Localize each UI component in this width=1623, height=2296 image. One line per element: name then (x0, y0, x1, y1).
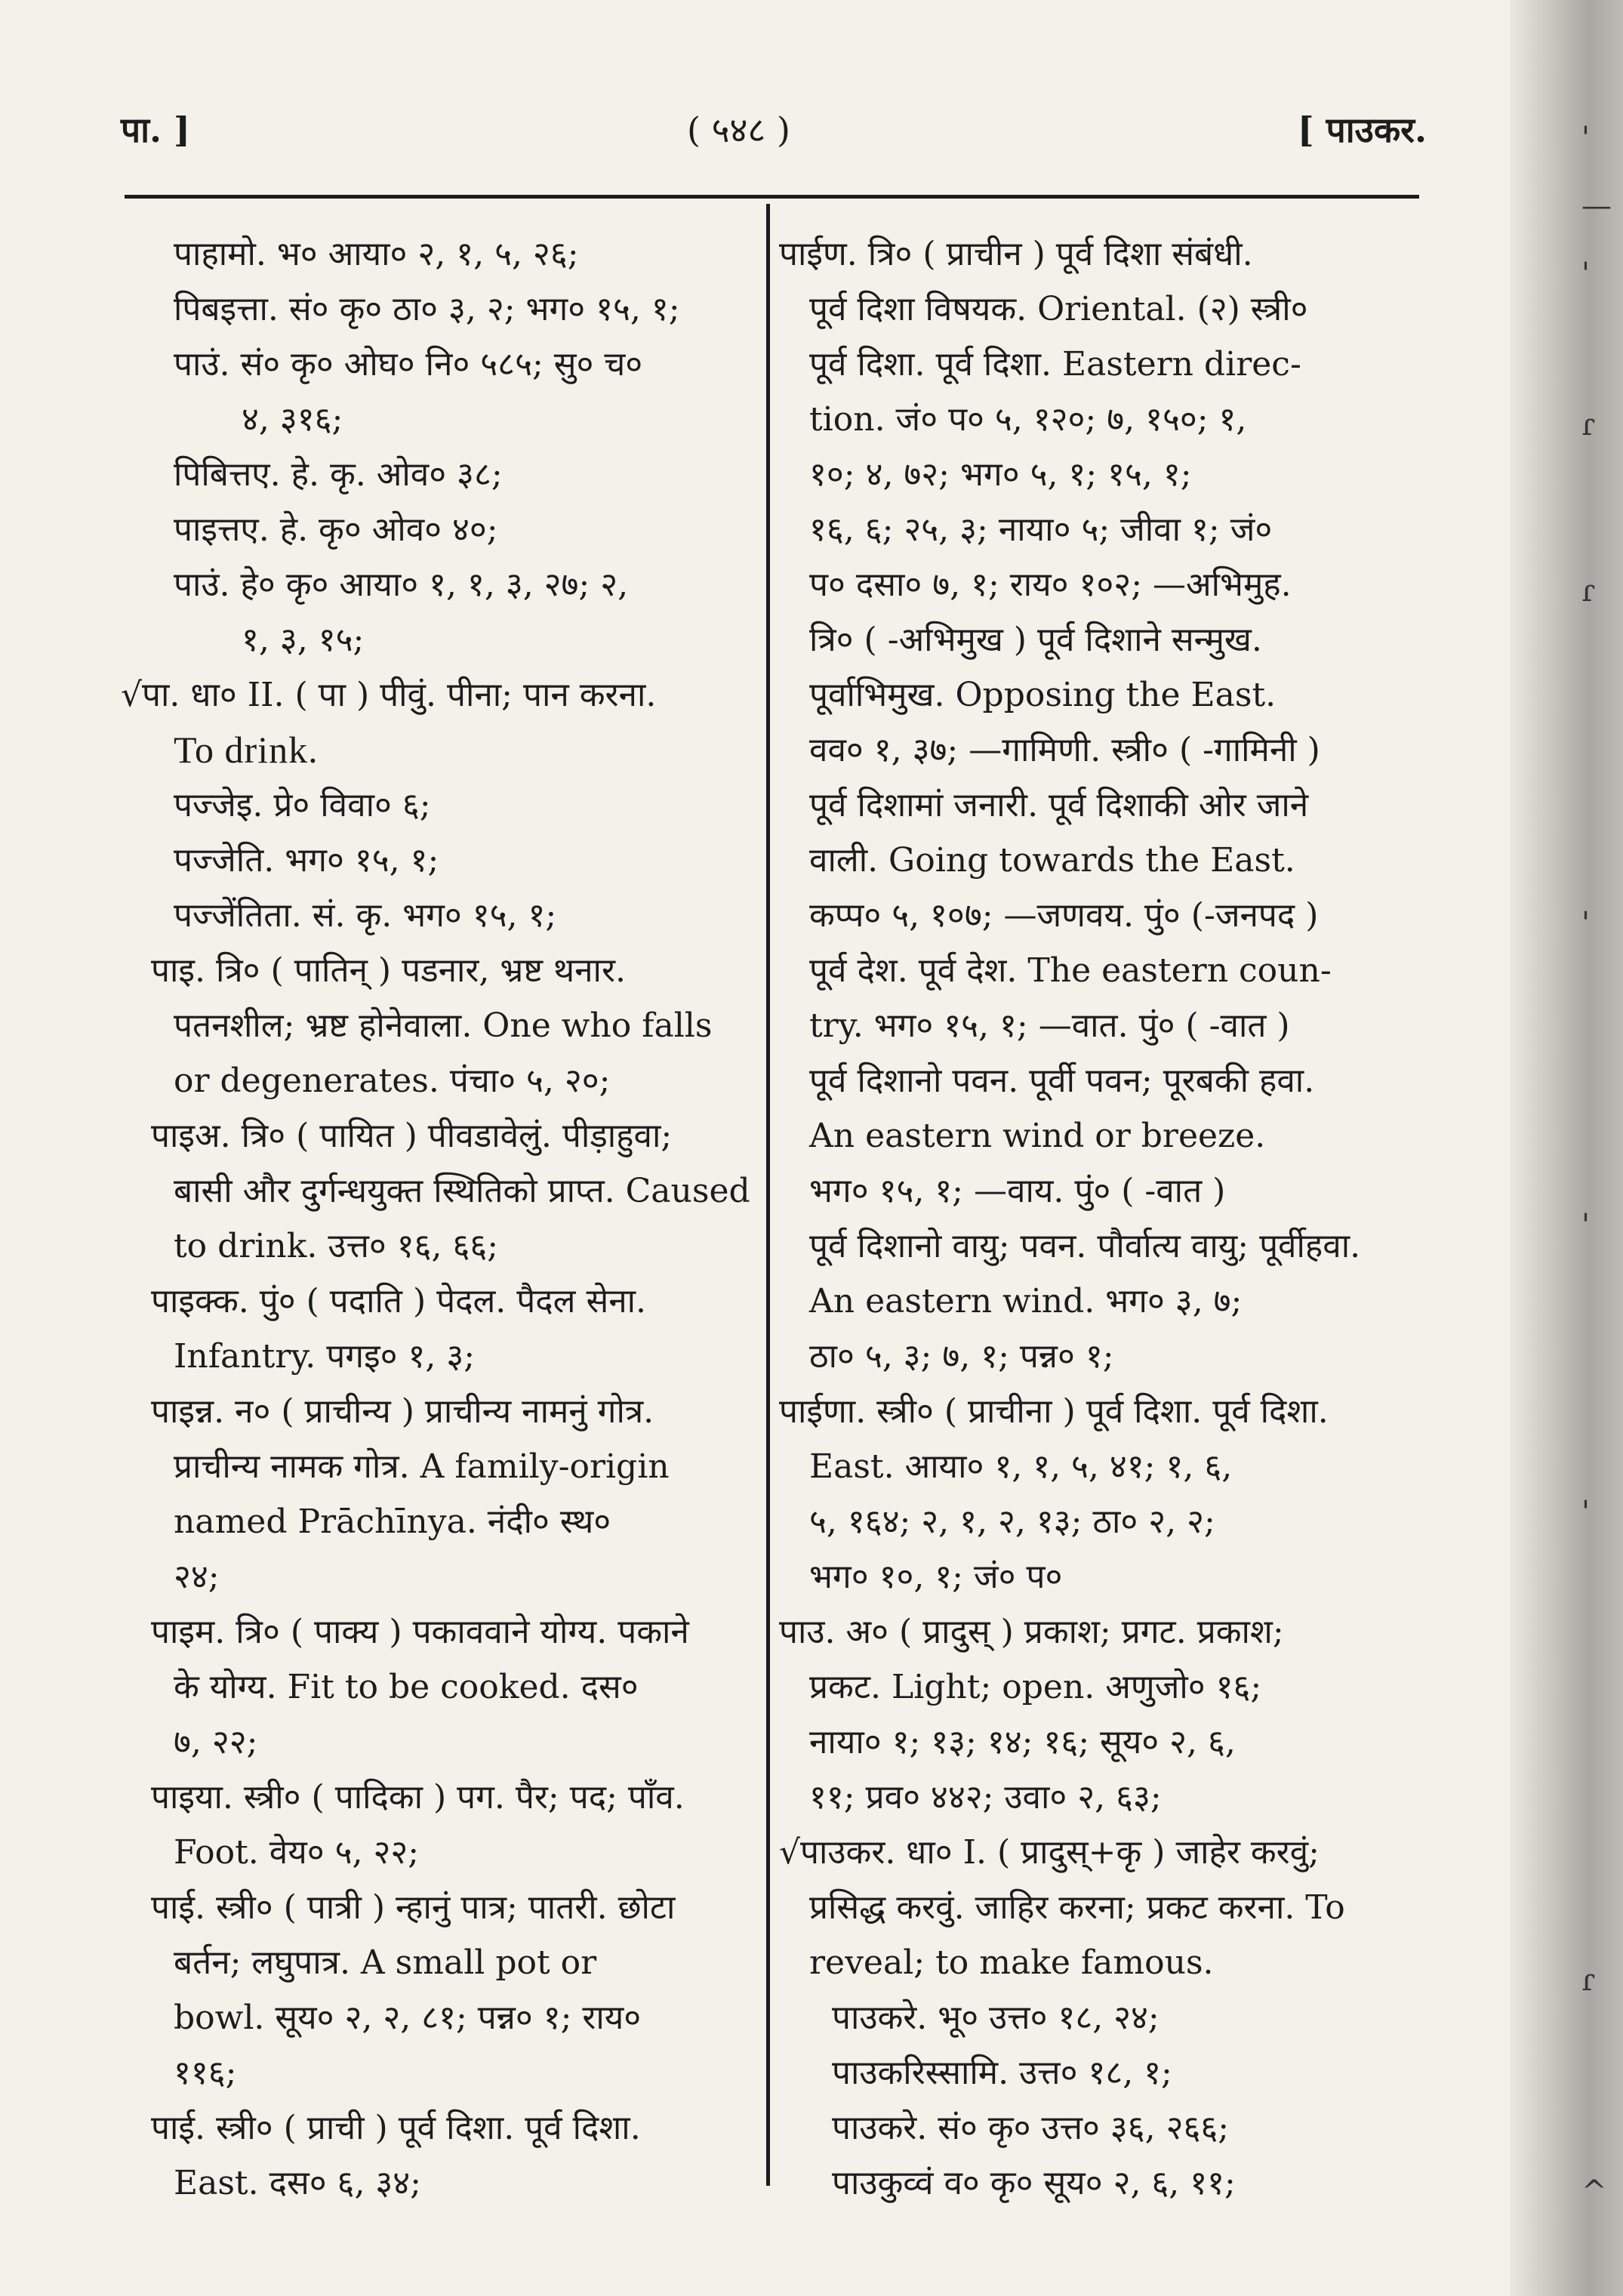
margin-mark: ' (1581, 906, 1590, 941)
entry-line: १, ३, १५; (242, 621, 365, 659)
margin-mark: ɾ (1581, 1963, 1596, 1998)
entry-line: पूर्व देश. पूर्व देश. The eastern coun- (809, 951, 1332, 990)
margin-mark: — (1581, 189, 1612, 223)
entry-line: प्रसिद्ध करवुं. जाहिर करना; प्रकट करना. To (809, 1888, 1345, 1927)
entry-line: पूर्वाभिमुख. Opposing the East. (809, 676, 1277, 714)
entry-line: पाई. स्त्री० ( प्राची ) पूर्व दिशा. पूर्व दिशा. (151, 2109, 641, 2147)
entry-line: An eastern wind. भग० ३, ७; (809, 1282, 1243, 1321)
entry-line: पाइम. त्रि० ( पाक्य ) पकाववाने योग्य. पकाने (151, 1613, 689, 1651)
entry-line: पूर्व दिशामां जनारी. पूर्व दिशाकी ओर जाने (809, 786, 1309, 824)
entry-line: भग० १०, १; जं० प० (809, 1558, 1063, 1596)
entry-line: ४, ३१६; (242, 400, 343, 439)
header-right: [ पाउकर. (1297, 109, 1427, 150)
page-number: ( ५४८ ) (687, 109, 790, 150)
entry-line: √पाउकर. धा० I. ( प्रादुस्+कृ ) जाहेर करवुं; (779, 1833, 1320, 1872)
entry-line: नाया० १; १३; १४; १६; सूय० २, ६, (809, 1723, 1236, 1761)
entry-line: प० दसा० ७, १; राय० १०२; —अभिमुह. (809, 566, 1292, 604)
left-column (121, 227, 751, 2211)
entry-line: पाइन्न. न० ( प्राचीन्य ) प्राचीन्य नामनुं गोत्र. (151, 1392, 654, 1431)
entry-line: or degenerates. पंचा० ५, २०; (174, 1062, 611, 1100)
margin-mark: ɾ (1581, 574, 1596, 609)
entry-line: त्रि० ( -अभिमुख ) पूर्व दिशाने सन्मुख. (809, 621, 1262, 659)
page-header (121, 106, 1427, 174)
entry-line: पाउं. हे० कृ० आया० १, १, ३, २७; २, (174, 566, 629, 604)
entry-line: पूर्व दिशानो पवन. पूर्वी पवन; पूरबकी हवा. (809, 1062, 1315, 1100)
margin-mark: ' (1581, 1208, 1590, 1243)
entry-line: पूर्व दिशा विषयक. Oriental. (२) स्त्री० (809, 290, 1308, 328)
entry-line: reveal; to make famous. (809, 1943, 1214, 1982)
margin-mark: ' (1581, 121, 1590, 156)
entry-line: पज्जेति. भग० १५, १; (174, 841, 439, 880)
entry-line: Foot. वेय० ५, २२; (174, 1833, 420, 1872)
entry-line: पाउकरिस्सामि. उत्त० १८, १; (832, 2054, 1172, 2092)
entry-line: पाईणा. स्त्री० ( प्राचीना ) पूर्व दिशा. पूर्व दिशा. (779, 1392, 1329, 1431)
entry-line: भग० १५, १; —वाय. पुं० ( -वात ) (809, 1172, 1226, 1210)
entry-line: वव० १, ३७; —गामिणी. स्त्री० ( -गामिनी ) (809, 731, 1320, 769)
entry-line: प्रकट. Light; open. अणुजो० १६; (809, 1668, 1262, 1706)
entry-line: √पा. धा० II. ( पा ) पीवुं. पीना; पान करना. (121, 676, 657, 714)
entry-line: पाईण. त्रि० ( प्राचीन ) पूर्व दिशा संबंधी. (779, 235, 1253, 273)
header-rule (125, 195, 1419, 199)
entry-line: पाउ. अ० ( प्रादुस् ) प्रकाश; प्रगट. प्रकाश; (779, 1613, 1284, 1651)
entry-line: East. आया० १, १, ५, ४१; १, ६, (809, 1447, 1233, 1486)
entry-line: try. भग० १५, १; —वात. पुं० ( -वात ) (809, 1006, 1290, 1045)
entry-line: प्राचीन्य नामक गोत्र. A family-origin (174, 1447, 670, 1486)
entry-line: पाउकरे. सं० कृ० उत्त० ३६, २६६; (832, 2109, 1230, 2147)
entry-line: १६, ६; २५, ३; नाया० ५; जीवा १; जं० (809, 510, 1273, 549)
entry-line: East. दस० ६, ३४; (174, 2164, 421, 2202)
entry-line: पूर्व दिशानो वायु; पवन. पौर्वात्य वायु; पूर्वीहवा. (809, 1227, 1361, 1265)
entry-line: पाउं. सं० कृ० ओघ० नि० ५८५; सु० च० (174, 345, 643, 384)
entry-line: named Prāchīnya. नंदी० स्थ० (174, 1502, 611, 1541)
entry-line: बासी और दुर्गन्धयुक्त स्थितिको प्राप्त. Caused (174, 1172, 750, 1210)
entry-line: कप्प० ५, १०७; —जणवय. पुं० (-जनपद ) (809, 896, 1319, 935)
margin-mark: ^ (1581, 2174, 1607, 2209)
entry-line: १०; ४, ७२; भग० ५, १; १५, १; (809, 455, 1192, 494)
entry-line: पज्जेंतिता. सं. कृ. भग० १५, १; (174, 896, 557, 935)
entry-line: पाहामो. भ० आया० २, १, ५, २६; (174, 235, 579, 273)
entry-line: पाइत्तए. हे. कृ० ओव० ४०; (174, 510, 498, 549)
entry-line: पाइया. स्त्री० ( पादिका ) पग. पैर; पद; पाँव. (151, 1778, 685, 1817)
header-left: पा. ] (121, 109, 190, 150)
entry-line: tion. जं० प० ५, १२०; ७, १५०; १, (809, 400, 1247, 439)
entry-line: पज्जेइ. प्रे० विवा० ६; (174, 786, 431, 824)
entry-line: बर्तन; लघुपात्र. A small pot or (174, 1943, 597, 1982)
right-column (779, 227, 1436, 2211)
margin-mark: ' (1581, 1495, 1590, 1530)
entry-line: पतनशील; भ्रष्ट होनेवाला. One who falls (174, 1006, 713, 1045)
entry-line: to drink. उत्त० १६, ६६; (174, 1227, 499, 1265)
entry-line: २४; (174, 1558, 220, 1596)
entry-line: पाइअ. त्रि० ( पायित ) पीवडावेलुं. पीड़ाहुवा; (151, 1117, 673, 1155)
entry-line: के योग्य. Fit to be cooked. दस० (174, 1668, 639, 1706)
entry-line: Infantry. पगइ० १, ३; (174, 1337, 476, 1376)
entry-line: ५, १६४; २, १, २, १३; ठा० २, २; (809, 1502, 1215, 1541)
entry-line: पूर्व दिशा. पूर्व दिशा. Eastern direc- (809, 345, 1301, 384)
entry-line: पिबित्तए. हे. कृ. ओव० ३८; (174, 455, 503, 494)
entry-line: वाली. Going towards the East. (809, 841, 1295, 880)
entry-line: ७, २२; (174, 1723, 258, 1761)
entry-line: पाउकरे. भू० उत्त० १८, २४; (832, 1999, 1160, 2037)
entry-line: पाउकुव्वं व० कृ० सूय० २, ६, ११; (832, 2164, 1236, 2202)
entry-line: ११६; (174, 2054, 237, 2092)
entry-line: पाई. स्त्री० ( पात्री ) न्हानुं पात्र; पातरी. छोटा (151, 1888, 676, 1927)
margin-mark: ɾ (1581, 408, 1596, 442)
entry-line: ११; प्रव० ४४२; उवा० २, ६३; (809, 1778, 1162, 1817)
entry-line: To drink. (174, 729, 319, 771)
page-edge-shadow (1510, 0, 1623, 2296)
margin-mark: ' (1581, 257, 1590, 291)
entry-line: bowl. सूय० २, २, ८१; पन्न० १; राय० (174, 1999, 642, 2037)
entry-line: पाइक्क. पुं० ( पदाति ) पेदल. पैदल सेना. (151, 1282, 646, 1321)
entry-line: ठा० ५, ३; ७, १; पन्न० १; (809, 1337, 1114, 1376)
entry-line: पिबइत्ता. सं० कृ० ठा० ३, २; भग० १५, १; (174, 290, 680, 328)
column-divider (766, 204, 770, 2186)
entry-line: An eastern wind or breeze. (809, 1117, 1266, 1155)
entry-line: पाइ. त्रि० ( पातिन् ) पडनार, भ्रष्ट थनार. (151, 951, 626, 990)
